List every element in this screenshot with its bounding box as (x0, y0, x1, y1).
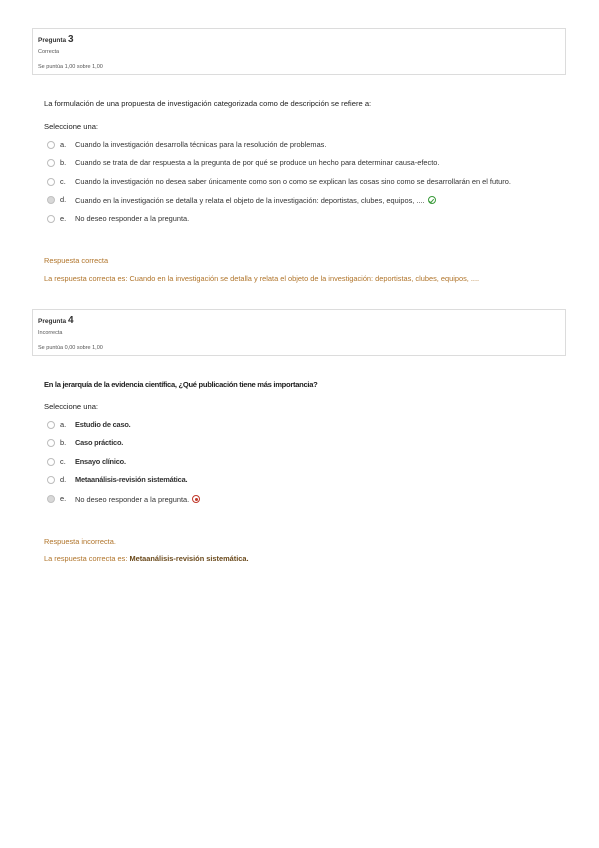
answer-option-e[interactable] (47, 494, 577, 505)
answer-text: Estudio de caso. (75, 420, 131, 429)
answer-letter: d. (60, 195, 67, 204)
question-number (38, 34, 74, 45)
answer-option-c[interactable] (47, 457, 577, 468)
answer-text: Cuando en la investigación se detalla y relata el objeto de la investigación: deportistas, clubes, equipos, .... (75, 196, 425, 205)
feedback-title: Respuesta correcta (44, 256, 109, 265)
answer-text: Ensayo clínico. (75, 457, 126, 466)
feedback-prefix: La respuesta correcta es: (44, 274, 130, 283)
answer-option-d[interactable] (47, 195, 577, 206)
radio-button[interactable] (47, 421, 55, 429)
select-prompt: Seleccione una: (44, 402, 99, 411)
radio-button[interactable] (47, 439, 55, 447)
answer-option-e[interactable] (47, 214, 577, 225)
answer-text: Cuando la investigación no desea saber únicamente como son o como se explican las cosas sino como se desarrollarán en el futuro. (75, 177, 511, 186)
question-number (38, 315, 74, 326)
answer-option-a[interactable] (47, 140, 577, 151)
question-state: Incorrecta (38, 330, 63, 336)
correct-answer-feedback (44, 274, 479, 283)
feedback-prefix: La respuesta correcta es: (44, 554, 130, 563)
incorrect-icon (192, 495, 200, 503)
radio-button[interactable] (47, 141, 55, 149)
answer-text: Metaanálisis-revisión sistemática. (75, 475, 188, 484)
question-grade: Se puntúa 0,00 sobre 1,00 (38, 345, 103, 351)
question-state: Correcta (38, 49, 60, 55)
answer-text: Cuando la investigación desarrolla técnicas para la resolución de problemas. (75, 140, 327, 149)
correct-check-icon (428, 196, 436, 204)
radio-button[interactable] (47, 476, 55, 484)
correct-answer-feedback (44, 554, 249, 563)
answer-text: No deseo responder a la pregunta. (75, 495, 190, 504)
question-4-text: En la jerarquía de la evidencia científica, ¿Qué publicación tiene más importancia? (44, 380, 318, 389)
question-number-value: 4 (67, 315, 74, 326)
answer-option-b[interactable] (47, 158, 577, 169)
question-3-info (32, 28, 566, 75)
feedback-answer: Cuando en la investigación se detalla y relata el objeto de la investigación: deportistas, clubes, equipos, .... (129, 274, 480, 283)
question-label: Pregunta (38, 318, 67, 325)
answer-text: Caso práctico. (75, 438, 124, 447)
radio-button[interactable] (47, 458, 55, 466)
question-4-info (32, 309, 566, 356)
feedback-title: Respuesta incorrecta. (44, 537, 116, 546)
answer-letter: a. (60, 420, 67, 429)
answer-text-wrap (75, 494, 200, 504)
answer-text-wrap (75, 195, 436, 205)
answer-option-d[interactable] (47, 475, 577, 486)
answer-option-b[interactable] (47, 438, 577, 449)
feedback-answer: Metaanálisis-revisión sistemática. (129, 554, 249, 563)
radio-button[interactable] (47, 215, 55, 223)
answer-letter: b. (60, 438, 67, 447)
question-3-text: La formulación de una propuesta de investigación categorizada como de descripción se refiere a: (44, 99, 372, 108)
answer-option-a[interactable] (47, 420, 577, 431)
answer-letter: d. (60, 475, 67, 484)
radio-button[interactable] (47, 159, 55, 167)
select-prompt: Seleccione una: (44, 122, 99, 131)
radio-button-selected[interactable] (47, 495, 55, 503)
answer-letter: b. (60, 158, 67, 167)
question-label: Pregunta (38, 37, 67, 44)
answer-letter: e. (60, 214, 67, 223)
question-grade: Se puntúa 1,00 sobre 1,00 (38, 64, 103, 70)
answer-text: No deseo responder a la pregunta. (75, 214, 190, 223)
question-number-value: 3 (67, 34, 74, 45)
answer-letter: a. (60, 140, 67, 149)
answer-text: Cuando se trata de dar respuesta a la pregunta de por qué se produce un hecho para determinar causa-efecto. (75, 158, 440, 167)
answer-letter: c. (60, 457, 66, 466)
answer-letter: e. (60, 494, 67, 503)
radio-button-selected[interactable] (47, 196, 55, 204)
answer-option-c[interactable] (47, 177, 577, 188)
radio-button[interactable] (47, 178, 55, 186)
answer-letter: c. (60, 177, 66, 186)
